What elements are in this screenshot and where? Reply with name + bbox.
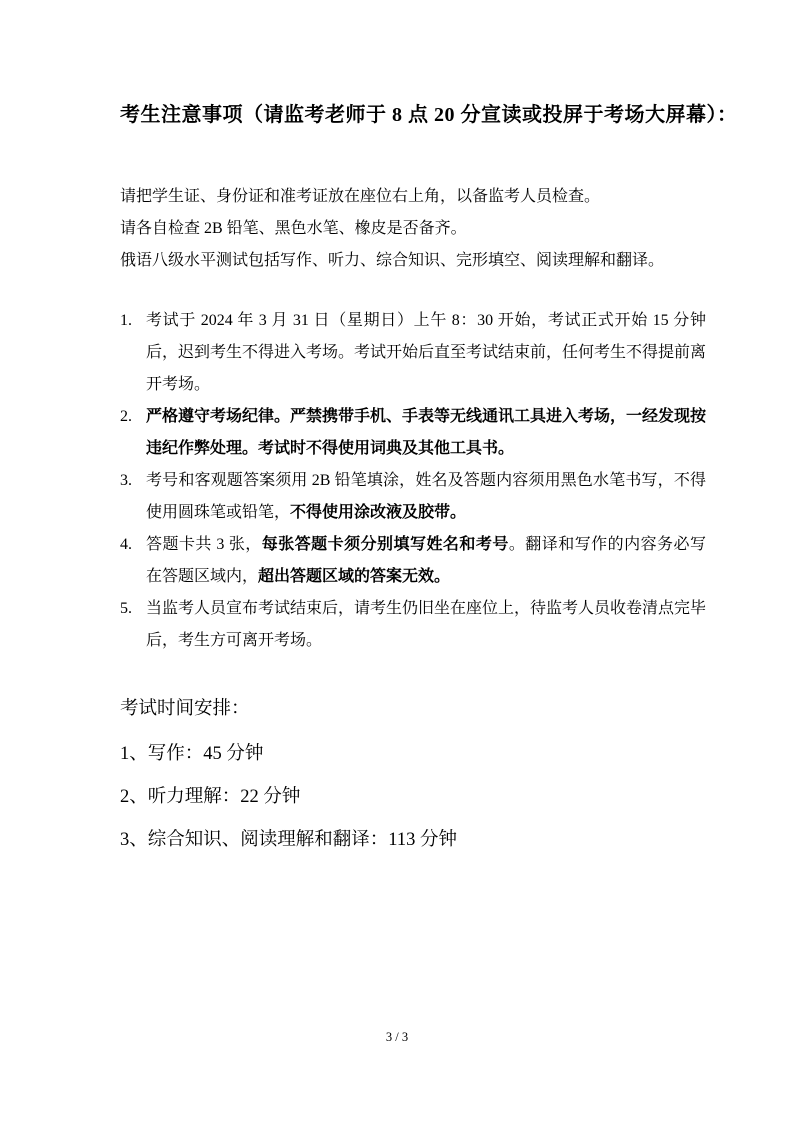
list-item-number: 1.: [120, 312, 132, 329]
text-run-bold: 超出答题区域的答案无效。: [258, 568, 451, 585]
list-item-number: 3.: [120, 472, 132, 489]
list-item-number: 4.: [120, 536, 132, 553]
list-item-text: [146, 593, 706, 657]
list-item-number: 2.: [120, 408, 132, 425]
list-item-text: [146, 305, 706, 401]
list-item-text: [146, 465, 706, 529]
list-item-text: [146, 529, 706, 593]
intro-line-2: 请各自检查 2B 铅笔、黑色水笔、橡皮是否备齐。: [120, 220, 467, 237]
text-run-bold: 不得使用涂改液及胶带。: [290, 504, 467, 521]
notice-list: [120, 305, 706, 657]
intro-paragraphs: [120, 181, 706, 277]
list-item: [120, 529, 706, 593]
text-run: 考号和客观题答案须用 2B 铅笔填涂，姓名及答题内容须用黑色水笔书写，不得使用圆珠笔或铅笔，: [146, 472, 706, 521]
schedule-item: 3、综合知识、阅读理解和翻译：113 分钟: [120, 830, 457, 850]
schedule-item: 2、听力理解：22 分钟: [120, 787, 301, 807]
schedule-list: [120, 733, 706, 862]
list-item-number: 5.: [120, 600, 132, 617]
text-run: 考试于 2024 年 3 月 31 日（星期日）上午 8：30 开始，考试正式开始 15 分钟后，迟到考生不得进入考场。考试开始后直至考试结束前，任何考生不得提前离开考场。: [146, 312, 707, 393]
text-run-bold: 每张答题卡须分别填写姓名和考号: [261, 536, 509, 553]
intro-line-1: 请把学生证、身份证和准考证放在座位右上角，以备监考人员检查。: [120, 188, 601, 205]
list-item: [120, 593, 706, 657]
list-item: [120, 465, 706, 529]
intro-line-3: 俄语八级水平测试包括写作、听力、综合知识、完形填空、阅读理解和翻译。: [120, 252, 665, 269]
page-number: 3 / 3: [385, 1030, 409, 1044]
schedule-heading: 考试时间安排：: [120, 699, 250, 719]
list-item-text: [146, 401, 706, 465]
list-item: [120, 305, 706, 401]
text-run: 。翻译和写作的内容务必写在答题区域内，: [146, 536, 706, 585]
text-run: 当监考人员宣布考试结束后，请考生仍旧坐在座位上，待监考人员收卷清点完毕后，考生方可离开考场。: [146, 600, 707, 649]
text-run-bold: 严格遵守考场纪律。严禁携带手机、手表等无线通讯工具进入考场，一经发现按违纪作弊处理。考试时不得使用词典及其他工具书。: [146, 408, 707, 457]
schedule-item: 1、写作：45 分钟: [120, 744, 264, 764]
list-item: [120, 401, 706, 465]
page-footer: [0, 1029, 794, 1045]
text-run: 答题卡共 3 张，: [146, 536, 262, 553]
page-title: 考生注意事项（请监考老师于 8 点 20 分宣读或投屏于考场大屏幕）：: [120, 104, 738, 126]
